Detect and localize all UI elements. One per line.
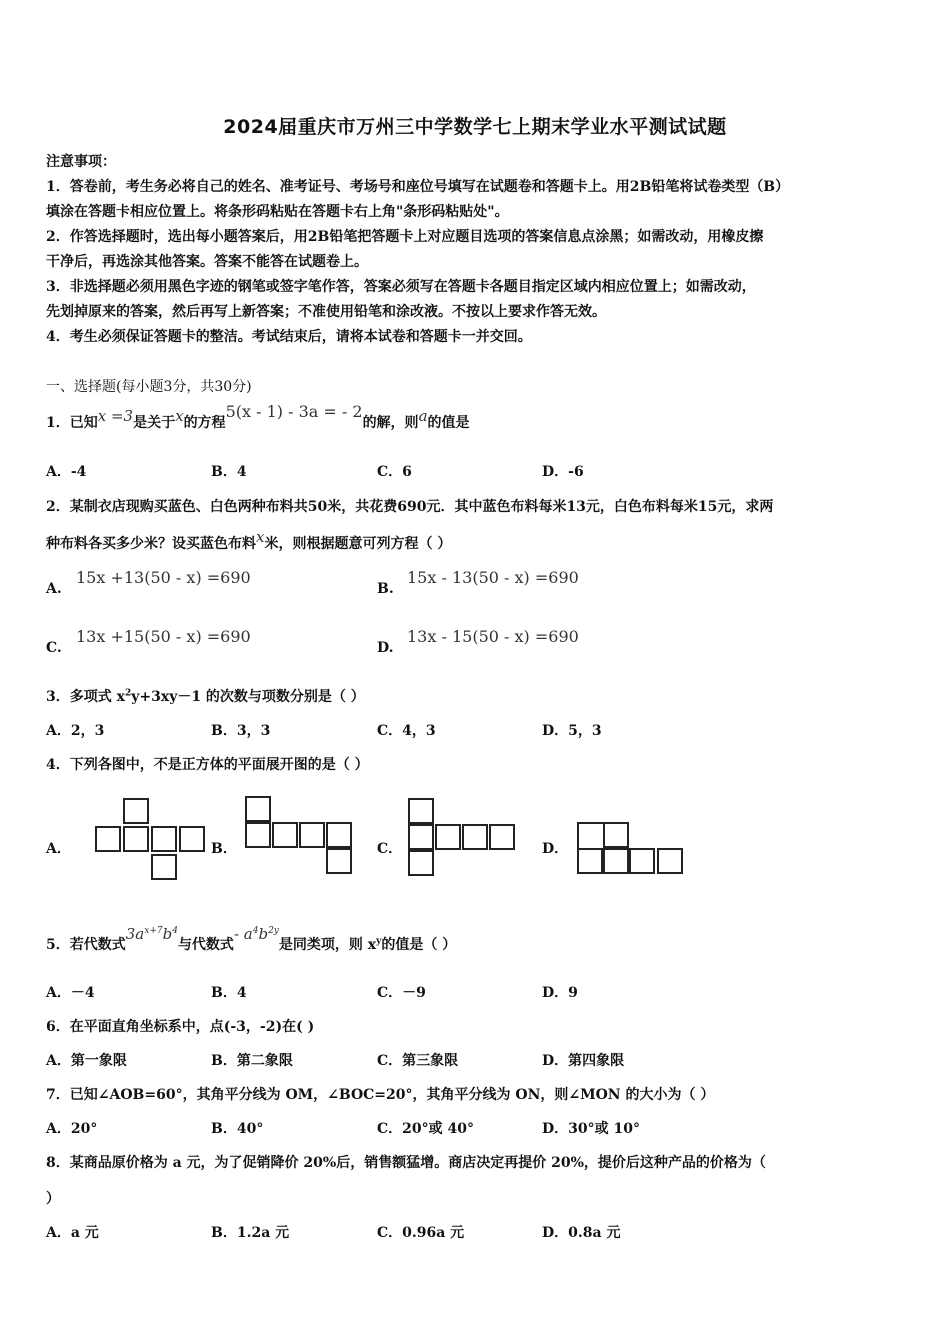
net-square	[151, 826, 177, 852]
q2-option-a-equation[interactable]: 15x +13(50 - x) =690	[76, 568, 251, 587]
net-square	[603, 848, 629, 874]
notice-line: 先划掉原来的答案，然后再写上新答案；不准使用铅笔和涂改液。不按以上要求作答无效。	[46, 304, 606, 320]
q5-text: 的值是（ ）	[381, 937, 457, 953]
q8-option-b[interactable]: B．1.2a 元	[211, 1225, 290, 1241]
q1-math: a	[418, 407, 428, 425]
q7-option-b[interactable]: B．40°	[211, 1121, 264, 1137]
q5-exponent: y	[376, 936, 382, 947]
notice-line: 2．作答选择题时，选出每小题答案后，用2B铅笔把答题卡上对应题目选项的答案信息点涂黑；如需改动，用橡皮擦	[46, 229, 764, 245]
q5-math: 3a	[125, 925, 145, 943]
q7-option-a[interactable]: A．20°	[46, 1121, 98, 1137]
q5-text: 5．若代数式	[46, 937, 126, 953]
notice-heading: 注意事项：	[46, 154, 116, 170]
q6-option-b[interactable]: B．第二象限	[211, 1053, 293, 1069]
net-square	[123, 826, 149, 852]
q5-expr-2	[234, 925, 279, 943]
q5-text: 与代数式	[177, 937, 234, 953]
q2-option-a-label[interactable]: A.	[46, 581, 62, 597]
q4-option-d-label[interactable]: D．	[542, 841, 569, 857]
notice-line: 干净后，再选涂其他答案。答案不能答在试题卷上。	[46, 254, 368, 270]
q3-exponent: 2	[124, 688, 132, 699]
q1-math: x =3	[97, 407, 134, 425]
q2-option-c-label[interactable]: C.	[46, 640, 62, 656]
section-heading: 一、选择题(每小题3分，共30分)	[46, 379, 252, 395]
q1-text: 的解，则	[362, 415, 419, 431]
net-square	[299, 822, 325, 848]
q3-text: 3．多项式 x	[46, 689, 125, 705]
net-square	[179, 826, 205, 852]
q2-math: x	[256, 528, 265, 546]
q7-option-d[interactable]: D．30°或 10°	[542, 1121, 640, 1137]
page-title: 2024届重庆市万州三中学数学七上期末学业水平测试试题	[223, 116, 727, 138]
net-square	[408, 824, 434, 850]
q5-math-sup: 2y	[268, 926, 279, 936]
net-square	[657, 848, 683, 874]
q2-option-d-equation[interactable]: 13x - 15(50 - x) =690	[407, 627, 579, 646]
net-square	[603, 822, 629, 848]
question-3	[46, 686, 365, 706]
q4-option-c-label[interactable]: C．	[377, 841, 403, 857]
question-2-line-2	[46, 528, 452, 553]
q6-option-d[interactable]: D．第四象限	[542, 1053, 625, 1069]
net-square	[489, 824, 515, 850]
q2-option-c-equation[interactable]: 13x +15(50 - x) =690	[76, 627, 251, 646]
q3-option-a[interactable]: A．2，3	[46, 723, 105, 739]
q2-option-b-equation[interactable]: 15x - 13(50 - x) =690	[407, 568, 579, 587]
q8-line-1: 8．某商品原价格为 a 元，为了促销降价 20%后，销售额猛增。商店决定再提价 20%，提价后这种产品的价格为（	[46, 1155, 766, 1171]
net-square	[95, 826, 121, 852]
q3-option-d[interactable]: D．5，3	[542, 723, 602, 739]
q7-option-c[interactable]: C．20°或 40°	[377, 1121, 474, 1137]
question-1	[46, 402, 470, 432]
q1-text: 的值是	[427, 415, 470, 431]
q1-option-c[interactable]: C．6	[377, 464, 412, 480]
q6-option-c[interactable]: C．第三象限	[377, 1053, 459, 1069]
q8-option-a[interactable]: A．a 元	[46, 1225, 99, 1241]
net-square	[272, 822, 298, 848]
q5-math-sup: 4	[172, 926, 178, 936]
q5-option-b[interactable]: B．4	[211, 985, 247, 1001]
net-square	[435, 824, 461, 850]
q1-text: 是关于	[133, 415, 176, 431]
q6-option-a[interactable]: A．第一象限	[46, 1053, 127, 1069]
q2-option-d-label[interactable]: D.	[377, 640, 394, 656]
q1-text: 1．已知	[46, 415, 98, 431]
net-square	[326, 848, 352, 874]
net-square	[462, 824, 488, 850]
q5-math-sup: x+7	[144, 926, 163, 936]
q1-option-d[interactable]: D．-6	[542, 464, 584, 480]
notice-line: 填涂在答题卡相应位置上。将条形码粘贴在答题卡右上角"条形码粘贴处"。	[46, 204, 509, 220]
net-square	[577, 848, 603, 874]
notice-section	[46, 150, 789, 350]
q5-text: 是同类项，则 x	[278, 937, 377, 953]
q4-stem: 4．下列各图中，不是正方体的平面展开图的是（ ）	[46, 757, 369, 773]
net-square	[408, 798, 434, 824]
q2-text: 种布料各买多少米？设买蓝色布料	[46, 536, 256, 552]
q1-option-b[interactable]: B．4	[211, 464, 247, 480]
q5-option-d[interactable]: D．9	[542, 985, 578, 1001]
q5-math: b	[258, 925, 269, 943]
q6-stem: 6．在平面直角坐标系中，点(-3，-2)在( )	[46, 1019, 315, 1035]
q2-text: 米，则根据题意可列方程（ ）	[264, 536, 452, 552]
q5-option-c[interactable]: C．－9	[377, 985, 426, 1001]
q4-option-b-label[interactable]: B．	[211, 841, 237, 857]
q8-option-d[interactable]: D．0.8a 元	[542, 1225, 621, 1241]
notice-line: 3．非选择题必须用黑色字迹的钢笔或签字笔作答，答案必须写在答题卡各题目指定区域内相应位置上；如需改动，	[46, 279, 756, 295]
q7-stem: 7．已知∠AOB=60°，其角平分线为 OM，∠BOC=20°，其角平分线为 ON，则∠MON 的大小为（ ）	[46, 1087, 715, 1103]
q5-math: b	[162, 925, 173, 943]
q1-equation: 5(x - 1) - 3a = - 2	[225, 402, 363, 421]
q5-expr-1	[126, 925, 178, 943]
q5-math-sup: 4	[252, 926, 259, 936]
q5-option-a[interactable]: A．－4	[46, 985, 95, 1001]
q4-option-a-label[interactable]: A．	[46, 841, 71, 857]
q2-line-1: 2．某制衣店现购买蓝色、白色两种布料共50米，共花费690元．其中蓝色布料每米13元，白色布料每米15元，求两	[46, 499, 774, 515]
net-square	[326, 822, 352, 848]
notice-line: 4．考生必须保证答题卡的整洁。考试结束后，请将本试卷和答题卡一并交回。	[46, 329, 532, 345]
q8-option-c[interactable]: C．0.96a 元	[377, 1225, 465, 1241]
net-square	[123, 798, 149, 824]
notice-line: 1．答卷前，考生务必将自己的姓名、准考证号、考场号和座位号填写在试题卷和答题卡上。用2B铅笔将试卷类型（B）	[46, 179, 790, 195]
q5-math: - a	[233, 925, 253, 943]
q3-text: y+3xy－1 的次数与项数分别是（ ）	[131, 689, 365, 705]
q1-option-a[interactable]: A．-4	[46, 464, 87, 480]
q2-option-b-label[interactable]: B.	[377, 581, 394, 597]
net-square	[151, 854, 177, 880]
question-5	[46, 925, 457, 954]
net-square	[629, 848, 655, 874]
q3-option-c[interactable]: C．4，3	[377, 723, 436, 739]
net-square	[245, 822, 271, 848]
q8-line-2: ）	[46, 1191, 60, 1207]
q1-math: x	[175, 407, 184, 425]
net-square	[577, 822, 603, 848]
net-square	[245, 796, 271, 822]
q3-option-b[interactable]: B．3，3	[211, 723, 271, 739]
q1-text: 的方程	[183, 415, 226, 431]
net-square	[408, 850, 434, 876]
